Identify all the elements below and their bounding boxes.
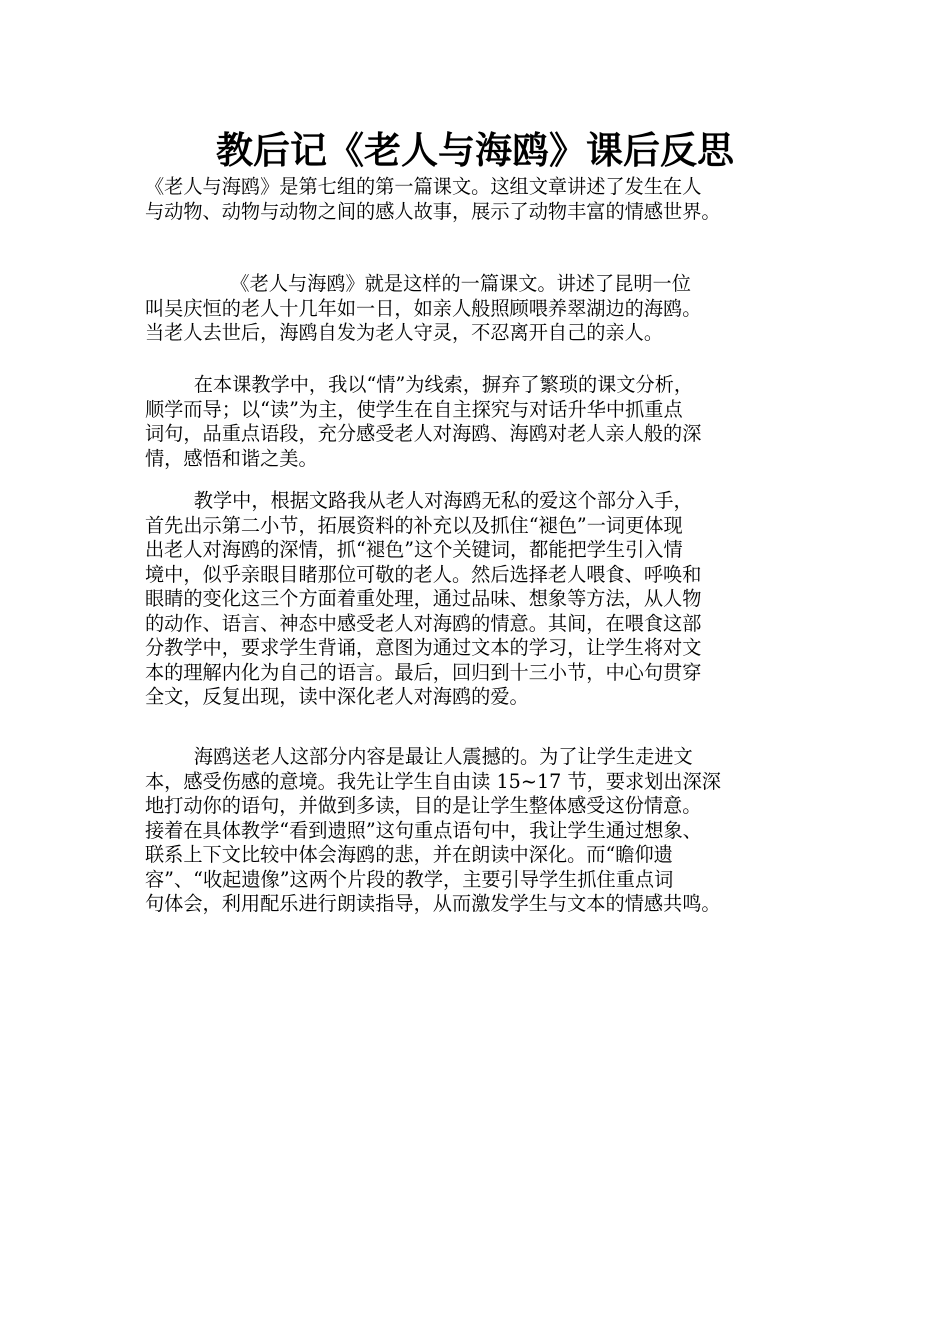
paragraph-line: 本，感受伤感的意境。我先让学生自由读 15~17 节，要求划出深深	[145, 769, 721, 793]
paragraph-line: 情，感悟和谐之美。	[145, 446, 318, 470]
paragraph-line: 出老人对海鸥的深情，抓“褪色”这个关键词，都能把学生引入情	[145, 538, 683, 561]
paragraph-line: 叫吴庆恒的老人十几年如一日，如亲人般照顾喂养翠湖边的海鸥。	[145, 296, 702, 320]
paragraph-line: 词句，品重点语段，充分感受老人对海鸥、海鸥对老人亲人般的深	[145, 422, 702, 445]
paragraph-line: 境中，似乎亲眼目睹那位可敬的老人。然后选择老人喂食、呼唤和	[145, 562, 702, 586]
paragraph-line: 在本课教学中，我以“情”为线索，摒弃了繁琐的课文分析，	[145, 373, 694, 396]
paragraph-line: 顺学而导；以“读”为主，使学生在自主探究与对话升华中抓重点	[145, 397, 683, 421]
paragraph-line: 的动作、语言、神态中感受老人对海鸥的情意。其间，在喂食这部	[145, 611, 702, 635]
document-title: 教后记《老人与海鸥》课后反思	[216, 128, 734, 172]
paragraph-line: 分教学中，要求学生背诵，意图为通过文本的学习，让学生将对文	[145, 636, 702, 659]
paragraph-method	[145, 373, 805, 471]
paragraph-line: 当老人去世后，海鸥自发为老人守灵，不忍离开自己的亲人。	[145, 321, 664, 344]
paragraph-intro	[145, 175, 805, 224]
paragraph-line: 海鸥送老人这部分内容是最让人震撼的。为了让学生走进文	[145, 745, 693, 768]
paragraph-story	[145, 272, 805, 346]
paragraph-line: 地打动你的语句，并做到多读，目的是让学生整体感受这份情意。	[145, 794, 702, 817]
paragraph-line: 全文，反复出现，读中深化老人对海鸥的爱。	[145, 685, 529, 708]
paragraph-line: 眼睛的变化这三个方面着重处理，通过品味、想象等方法，从人物	[145, 587, 702, 610]
paragraph-line: 句体会，利用配乐进行朗读指导，从而激发学生与文本的情感共鸣。	[145, 892, 721, 915]
paragraph-line: 本的理解内化为自己的语言。最后，回归到十三小节，中心句贯穿	[145, 660, 702, 684]
paragraph-line: 联系上下文比较中体会海鸥的悲，并在朗读中深化。而“瞻仰遗	[145, 843, 673, 866]
paragraph-line: 与动物、动物与动物之间的感人故事，展示了动物丰富的情感世界。	[145, 199, 721, 223]
paragraph-teaching	[145, 489, 805, 710]
paragraph-line: 《老人与海鸥》就是这样的一篇课文。讲述了昆明一位	[145, 272, 691, 295]
paragraph-line: 容”、“收起遗像”这两个片段的教学，主要引导学生抓住重点词	[145, 867, 674, 891]
paragraph-line: 《老人与海鸥》是第七组的第一篇课文。这组文章讲述了发生在人	[145, 175, 702, 198]
paragraph-farewell	[145, 745, 805, 917]
paragraph-line: 首先出示第二小节，拓展资料的补充以及抓住“褪色”一词更体现	[145, 513, 683, 537]
paragraph-line: 接着在具体教学“看到遗照”这句重点语句中，我让学生通过想象、	[145, 818, 702, 842]
paragraph-line: 教学中，根据文路我从老人对海鸥无私的爱这个部分入手，	[145, 489, 693, 512]
